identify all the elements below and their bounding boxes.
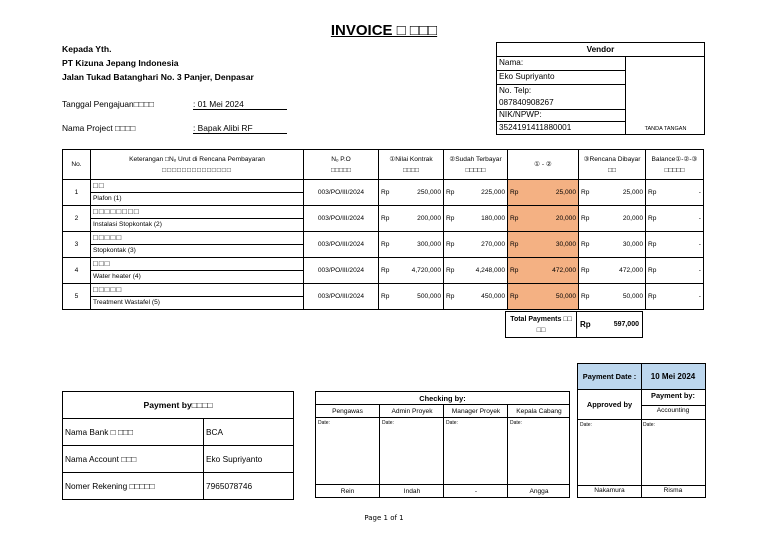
checker-name: Indah xyxy=(380,484,444,497)
amount-contract: 300,000 xyxy=(417,241,441,248)
currency-label: Rp xyxy=(381,267,390,274)
item-description: Water heater (4) xyxy=(93,273,141,280)
project-value: : Bapak Alibi RF xyxy=(193,123,287,134)
amount-balance: - xyxy=(698,241,701,248)
payment-date-value: 10 Mei 2024 xyxy=(650,372,696,381)
recipient-company: PT Kizuna Jepang Indonesia xyxy=(62,58,179,68)
vendor-phone-label: No. Telp: xyxy=(499,86,532,95)
checking-title: Checking by: xyxy=(419,394,466,403)
payment-date-box xyxy=(577,363,706,390)
vendor-box xyxy=(496,42,705,135)
amount-diff: 30,000 xyxy=(555,241,576,248)
amount-paid: 225,000 xyxy=(481,189,505,196)
payment-table xyxy=(62,391,294,500)
col-description: Keterangan □Nₒ Urut di Rencana Pembayaran □□□□□□□□□□□□□□ xyxy=(91,150,304,180)
amount-paid: 270,000 xyxy=(481,241,505,248)
date-label: Tanggal Pengajuan□□□□ xyxy=(62,99,154,109)
checker-name: Angga xyxy=(508,484,570,497)
payment-by-role: Accounting xyxy=(641,405,705,414)
amount-contract: 250,000 xyxy=(417,189,441,196)
amount-contract: 4,720,000 xyxy=(411,267,441,274)
currency-label: Rp xyxy=(446,241,455,248)
project-label: Nama Project □□□□ xyxy=(62,123,136,133)
col-diff: ① - ② xyxy=(508,150,579,180)
item-jp: □□□ xyxy=(91,258,303,271)
total-label: Total Payments □□ □□ xyxy=(505,311,577,338)
amount-plan: 50,000 xyxy=(622,293,643,300)
date-value: : 01 Mei 2024 xyxy=(193,99,287,110)
currency-label: Rp xyxy=(581,189,590,196)
total-currency: Rp xyxy=(580,320,591,329)
checking-box xyxy=(315,391,570,498)
page-footer: Page 1 of 1 xyxy=(364,514,404,522)
vendor-nik-value: 3524191411880001 xyxy=(499,123,572,132)
currency-label: Rp xyxy=(510,241,519,248)
recipient-greeting: Kepada Yth. xyxy=(62,44,112,54)
currency-label: Rp xyxy=(510,189,519,196)
vendor-name-label: Nama: xyxy=(499,58,524,67)
po-number: 003/PO/III/2024 xyxy=(304,258,379,284)
approved-name: Nakamura xyxy=(594,487,625,494)
amount-plan: 472,000 xyxy=(619,267,643,274)
col-po: Nₒ P.O □□□□□ xyxy=(304,150,379,180)
row-number: 3 xyxy=(63,232,91,258)
po-number: 003/PO/III/2024 xyxy=(304,206,379,232)
rekening-value: 7965078746 xyxy=(204,473,294,500)
checking-column xyxy=(316,404,379,497)
table-row xyxy=(63,180,704,206)
item-jp: □□□□□ xyxy=(91,284,303,297)
checker-date: Date: xyxy=(380,417,444,428)
currency-label: Rp xyxy=(581,215,590,222)
amount-balance: - xyxy=(698,215,701,222)
rekening-label: Nomer Rekening □□□□□ xyxy=(63,473,204,500)
checking-column xyxy=(379,404,444,497)
account-label: Nama Account □□□ xyxy=(63,446,204,473)
item-description: Instalasi Stopkontak (2) xyxy=(93,221,162,228)
bank-label: Nama Bank □ □□□ xyxy=(63,419,204,446)
item-jp: □□□□□□□□ xyxy=(91,206,303,219)
table-row xyxy=(63,206,704,232)
currency-label: Rp xyxy=(648,189,657,196)
amount-contract: 500,000 xyxy=(417,293,441,300)
currency-label: Rp xyxy=(446,215,455,222)
approval-box xyxy=(577,389,706,498)
po-number: 003/PO/III/2024 xyxy=(304,232,379,258)
currency-label: Rp xyxy=(381,189,390,196)
amount-contract: 200,000 xyxy=(417,215,441,222)
row-number: 4 xyxy=(63,258,91,284)
payment-date-label: Payment Date : xyxy=(578,364,642,389)
amount-paid: 180,000 xyxy=(481,215,505,222)
vendor-header: Vendor xyxy=(497,43,704,57)
amount-balance: - xyxy=(698,267,701,274)
row-number: 5 xyxy=(63,284,91,310)
checker-name: Rein xyxy=(316,484,379,497)
col-plan: ③Rencana Dibayar □□ xyxy=(579,150,646,180)
currency-label: Rp xyxy=(381,293,390,300)
recipient-address: Jalan Tukad Batanghari No. 3 Panjer, Denpasar xyxy=(62,72,254,82)
amount-diff: 20,000 xyxy=(555,215,576,222)
currency-label: Rp xyxy=(648,241,657,248)
approved-date: Date: xyxy=(580,422,592,428)
currency-label: Rp xyxy=(648,293,657,300)
currency-label: Rp xyxy=(510,267,519,274)
checker-name: - xyxy=(444,484,508,497)
amount-diff: 25,000 xyxy=(555,189,576,196)
currency-label: Rp xyxy=(446,293,455,300)
amount-paid: 450,000 xyxy=(481,293,505,300)
currency-label: Rp xyxy=(648,215,657,222)
checker-date: Date: xyxy=(508,417,570,428)
col-contract: ①Nilai Kontrak □□□□ xyxy=(379,150,444,180)
amount-plan: 30,000 xyxy=(622,241,643,248)
checker-role: Admin Proyek xyxy=(380,404,444,418)
item-description: Treatment Wastafel (5) xyxy=(93,299,160,306)
row-number: 2 xyxy=(63,206,91,232)
currency-label: Rp xyxy=(510,215,519,222)
amount-diff: 50,000 xyxy=(555,293,576,300)
checker-date: Date: xyxy=(316,417,379,428)
signature-label: TANDA TANGAN xyxy=(644,126,687,132)
bank-value: BCA xyxy=(204,419,294,446)
invoice-title: INVOICE □ □□□ xyxy=(330,22,438,39)
payment-by-name: Risma xyxy=(663,487,683,494)
item-description: Plafon (1) xyxy=(93,195,122,202)
approved-title: Approved by xyxy=(586,399,633,409)
checker-role: Manager Proyek xyxy=(444,404,508,418)
item-jp: □□ xyxy=(91,180,303,193)
item-jp: □□□□□ xyxy=(91,232,303,245)
currency-label: Rp xyxy=(446,267,455,274)
col-balance: Balance①-②-③ □□□□□ xyxy=(646,150,704,180)
total-value: 597,000 xyxy=(613,321,639,328)
amount-balance: - xyxy=(698,293,701,300)
checking-column xyxy=(443,404,508,497)
checker-role: Pengawas xyxy=(316,404,379,418)
currency-label: Rp xyxy=(581,267,590,274)
checker-date: Date: xyxy=(444,417,508,428)
po-number: 003/PO/III/2024 xyxy=(304,284,379,310)
amount-balance: - xyxy=(698,189,701,196)
table-row xyxy=(63,284,704,310)
table-row xyxy=(63,232,704,258)
invoice-table xyxy=(62,149,704,310)
payment-by-date: Date: xyxy=(643,422,655,428)
po-number: 003/PO/III/2024 xyxy=(304,180,379,206)
amount-plan: 25,000 xyxy=(622,189,643,196)
currency-label: Rp xyxy=(648,267,657,274)
currency-label: Rp xyxy=(510,293,519,300)
currency-label: Rp xyxy=(581,241,590,248)
payment-title: Payment by□□□□ xyxy=(63,392,294,419)
amount-paid: 4,248,000 xyxy=(475,267,505,274)
total-amount xyxy=(576,311,643,338)
account-value: Eko Supriyanto xyxy=(204,446,294,473)
currency-label: Rp xyxy=(581,293,590,300)
currency-label: Rp xyxy=(381,215,390,222)
amount-plan: 20,000 xyxy=(622,215,643,222)
table-row xyxy=(63,258,704,284)
payment-by-title: Payment by: xyxy=(651,391,695,400)
currency-label: Rp xyxy=(381,241,390,248)
checking-column xyxy=(507,404,570,497)
currency-label: Rp xyxy=(446,189,455,196)
col-paid: ②Sudah Terbayar □□□□□ xyxy=(444,150,508,180)
vendor-phone-value: 087840908267 xyxy=(499,98,554,107)
amount-diff: 472,000 xyxy=(552,267,576,274)
item-description: Stopkontak (3) xyxy=(93,247,136,254)
col-no: No. xyxy=(63,150,91,180)
row-number: 1 xyxy=(63,180,91,206)
vendor-nik-label: NIK/NPWP: xyxy=(499,110,542,119)
checker-role: Kepala Cabang xyxy=(508,404,570,418)
vendor-name-value: Eko Supriyanto xyxy=(499,72,555,81)
